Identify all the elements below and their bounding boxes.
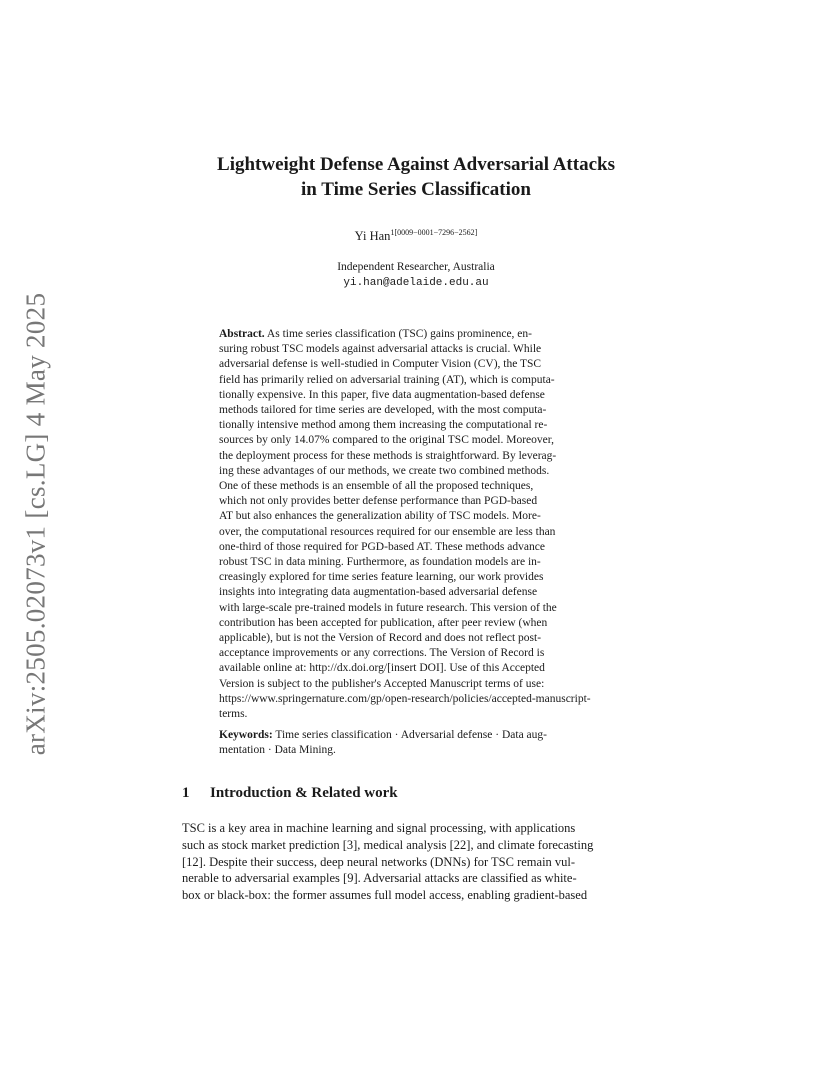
abstract xyxy=(219,327,615,722)
abstract-line: available online at: http://dx.doi.org/[insert DOI]. Use of this Accepted xyxy=(219,662,545,675)
abstract-line: terms. xyxy=(219,708,248,721)
intro-line: box or black-box: the former assumes full model access, enabling gradient-based xyxy=(182,888,588,903)
keywords-text: Time series classification · Adversarial defense · Data aug- xyxy=(272,729,547,741)
arxiv-identifier-stamp xyxy=(12,284,60,764)
arxiv-identifier-text: arXiv:2505.02073v1 [cs.LG] 4 May 2025 xyxy=(20,292,51,756)
abstract-line: adversarial defense is well-studied in Computer Vision (CV), the TSC xyxy=(219,358,542,371)
author-email: yi.han@adelaide.edu.au xyxy=(343,277,489,289)
abstract-line-text: As time series classification (TSC) gains prominence, en- xyxy=(264,328,532,340)
title-line-2: in Time Series Classification xyxy=(301,179,531,200)
abstract-label: Abstract. xyxy=(219,328,265,340)
section-number: 1 xyxy=(182,785,190,801)
intro-line: [12]. Despite their success, deep neural networks (DNNs) for TSC remain vul- xyxy=(182,854,576,869)
abstract-line: one-third of those required for PGD-based AT. These methods advance xyxy=(219,540,545,553)
intro-line: such as stock market prediction [3], medical analysis [22], and climate forecasting xyxy=(182,837,594,852)
abstract-line: sources by only 14.07% compared to the original TSC model. Moreover, xyxy=(219,434,554,447)
abstract-line: with large-scale pre-trained models in future research. This version of the xyxy=(219,601,557,614)
affiliation-institution: Independent Researcher, Australia xyxy=(337,261,495,273)
keywords-line-1 xyxy=(219,729,547,741)
section-heading xyxy=(182,785,398,802)
keywords-label: Keywords: xyxy=(219,729,273,741)
abstract-line: ing these advantages of our methods, we create two combined methods. xyxy=(219,464,550,477)
intro-paragraph xyxy=(182,820,652,904)
affiliation-block xyxy=(150,259,682,291)
abstract-line: AT but also enhances the generalization ability of TSC models. More- xyxy=(219,510,541,523)
abstract-line: field has primarily relied on adversarial training (AT), which is computa- xyxy=(219,373,555,386)
paper-title xyxy=(150,152,682,202)
abstract-line: robust TSC in data mining. Furthermore, as foundation models are in- xyxy=(219,556,541,569)
abstract-line: over, the computational resources required for our ensemble are less than xyxy=(219,525,556,538)
abstract-line: the deployment process for these methods is straightforward. By leverag- xyxy=(219,449,557,462)
intro-line: nerable to adversarial examples [9]. Adversarial attacks are classified as white- xyxy=(182,871,577,886)
abstract-line: suring robust TSC models against adversarial attacks is crucial. While xyxy=(219,343,542,356)
abstract-line: creasingly explored for time series feature learning, our work provides xyxy=(219,571,544,584)
abstract-line: methods tailored for time series are developed, with the most computa- xyxy=(219,404,547,417)
keywords-line-2: mentation · Data Mining. xyxy=(219,744,336,757)
abstract-line: contribution has been accepted for publication, after peer review (when xyxy=(219,616,548,629)
abstract-line: insights into integrating data augmentation-based adversarial defense xyxy=(219,586,538,599)
abstract-line: applicable), but is not the Version of Record and does not reflect post- xyxy=(219,632,542,645)
abstract-line: acceptance improvements or any corrections. The Version of Record is xyxy=(219,647,545,660)
abstract-line xyxy=(219,327,615,342)
abstract-line: One of these methods is an ensemble of all the proposed techniques, xyxy=(219,480,534,493)
author-orcid: 1[0009−0001−7296−2562] xyxy=(390,228,478,237)
author-block xyxy=(150,228,682,244)
abstract-line: https://www.springernature.com/gp/open-research/policies/accepted-manuscript- xyxy=(219,692,591,705)
section-title: Introduction & Related work xyxy=(210,785,398,801)
intro-line: TSC is a key area in machine learning and signal processing, with applications xyxy=(182,821,576,835)
abstract-line: which not only provides better defense performance than PGD-based xyxy=(219,495,538,508)
abstract-line: tionally intensive method among them increasing the computational re- xyxy=(219,419,548,432)
abstract-line: Version is subject to the publisher's Accepted Manuscript terms of use: xyxy=(219,677,545,690)
title-line-1: Lightweight Defense Against Adversarial Attacks xyxy=(217,154,615,175)
author-name: Yi Han xyxy=(354,229,391,243)
abstract-line: tionally expensive. In this paper, five data augmentation-based defense xyxy=(219,388,545,401)
keywords-block xyxy=(219,728,615,758)
